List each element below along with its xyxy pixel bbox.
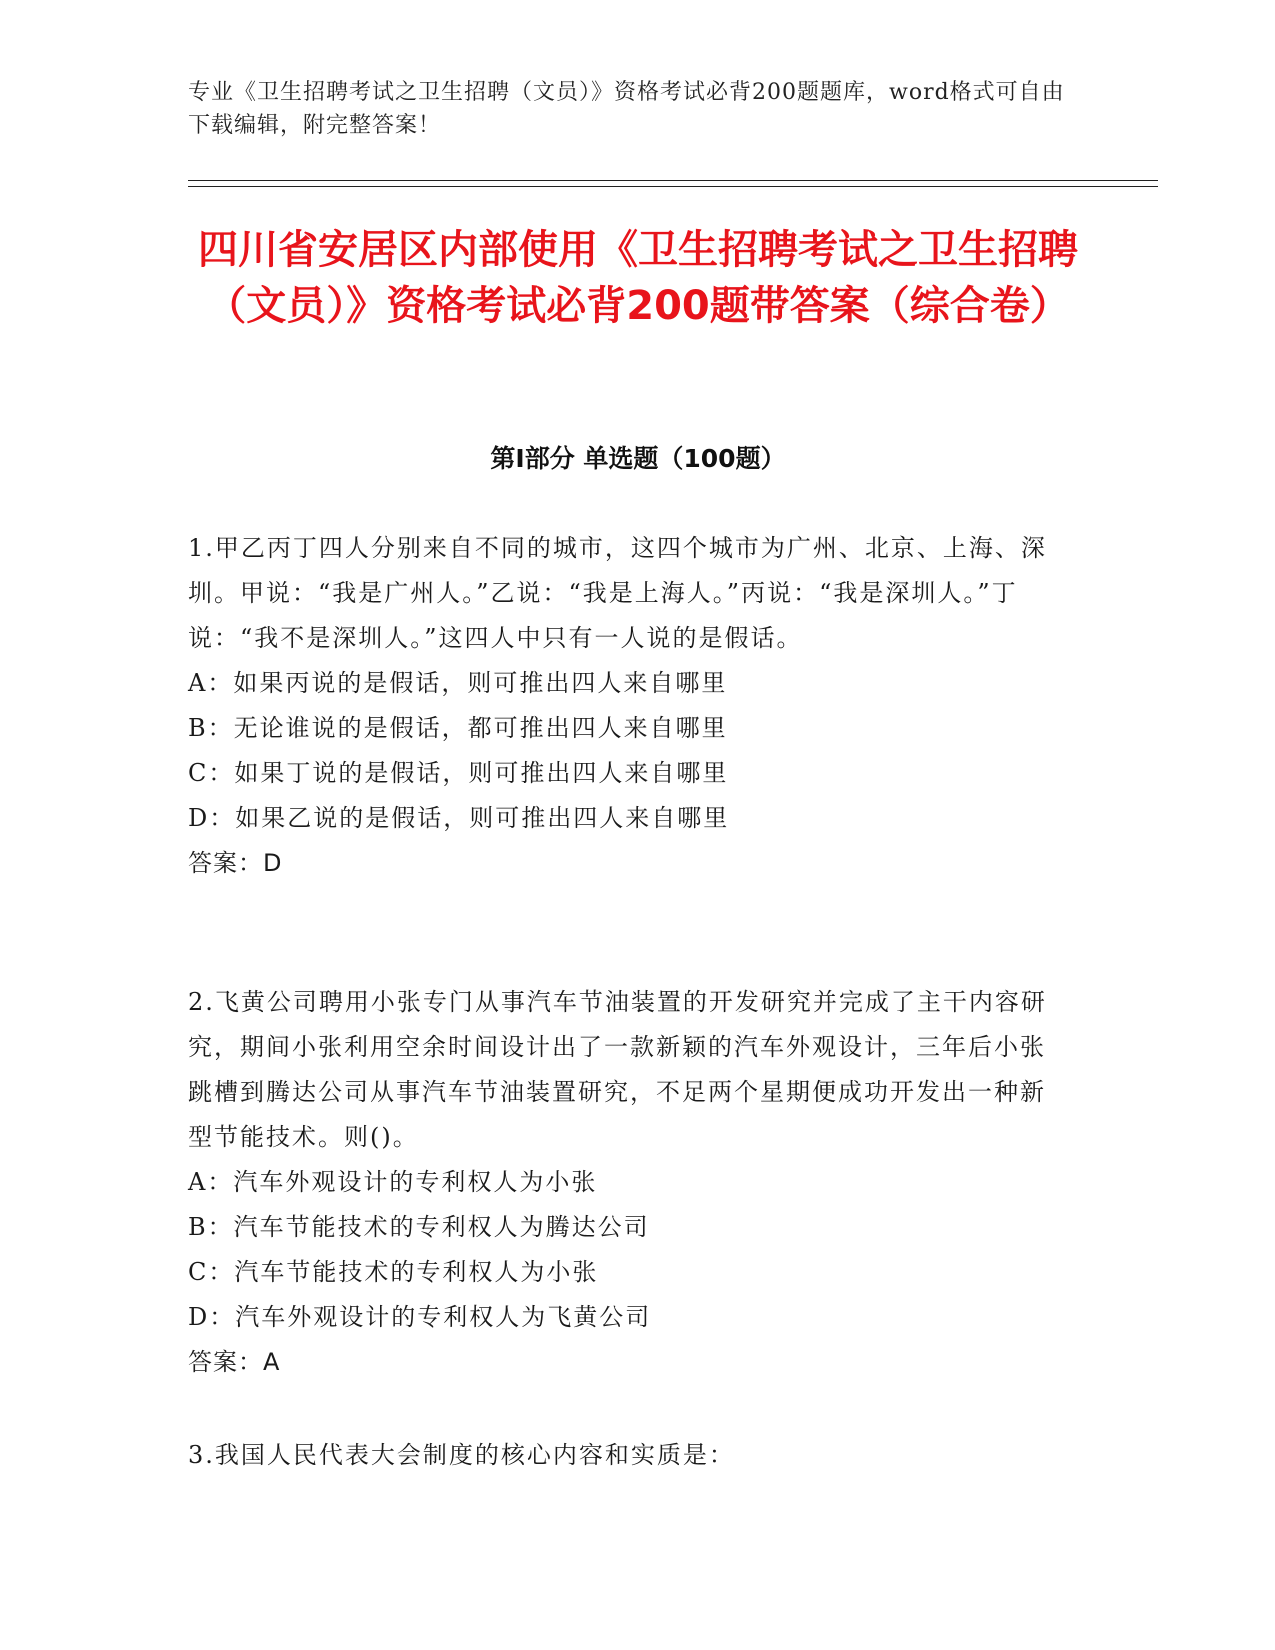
- option-a: A：如果丙说的是假话，则可推出四人来自哪里: [188, 669, 728, 697]
- answer-line: 答案：A: [188, 1348, 281, 1376]
- document-title: 四川省安居区内部使用《卫生招聘考试之卫生招聘（文员）》资格考试必背200题带答案（综合卷）: [198, 227, 1078, 329]
- option-b: B：无论谁说的是假话，都可推出四人来自哪里: [188, 714, 728, 742]
- question-stem: 3.我国人民代表大会制度的核心内容和实质是：: [188, 1441, 735, 1469]
- header-note: 专业《卫生招聘考试之卫生招聘（文员）》资格考试必背200题题库，word格式可自由下载编辑，附完整答案！: [188, 80, 1065, 138]
- section-heading: 第I部分 单选题（100题）: [490, 444, 786, 473]
- question-3: [188, 1433, 1068, 1478]
- answer-line: 答案：D: [188, 849, 283, 877]
- option-d: D：汽车外观设计的专利权人为飞黄公司: [188, 1303, 652, 1331]
- header-divider-top: [188, 180, 1158, 181]
- header-divider-bottom: [188, 186, 1158, 187]
- option-c: C：汽车节能技术的专利权人为小张: [188, 1258, 599, 1286]
- question-stem: 2.飞黄公司聘用小张专门从事汽车节油装置的开发研究并完成了主干内容研究，期间小张利用空余时间设计出了一款新颖的汽车外观设计，三年后小张跳槽到腾达公司从事汽车节油装置研究，不足两个星期便成功开发出一种新型节能技术。则()。: [188, 988, 1047, 1151]
- option-a: A：汽车外观设计的专利权人为小张: [188, 1168, 598, 1196]
- option-c: C：如果丁说的是假话，则可推出四人来自哪里: [188, 759, 729, 787]
- question-stem: 1.甲乙丙丁四人分别来自不同的城市，这四个城市为广州、北京、上海、深圳。甲说：“我是广州人。”乙说：“我是上海人。”丙说：“我是深圳人。”丁说：“我不是深圳人。”这四人中只有一人说的是假话。: [188, 534, 1047, 652]
- option-b: B：汽车节能技术的专利权人为腾达公司: [188, 1213, 650, 1241]
- question-2: [188, 980, 1068, 1385]
- option-d: D：如果乙说的是假话，则可推出四人来自哪里: [188, 804, 730, 832]
- question-1: [188, 526, 1068, 886]
